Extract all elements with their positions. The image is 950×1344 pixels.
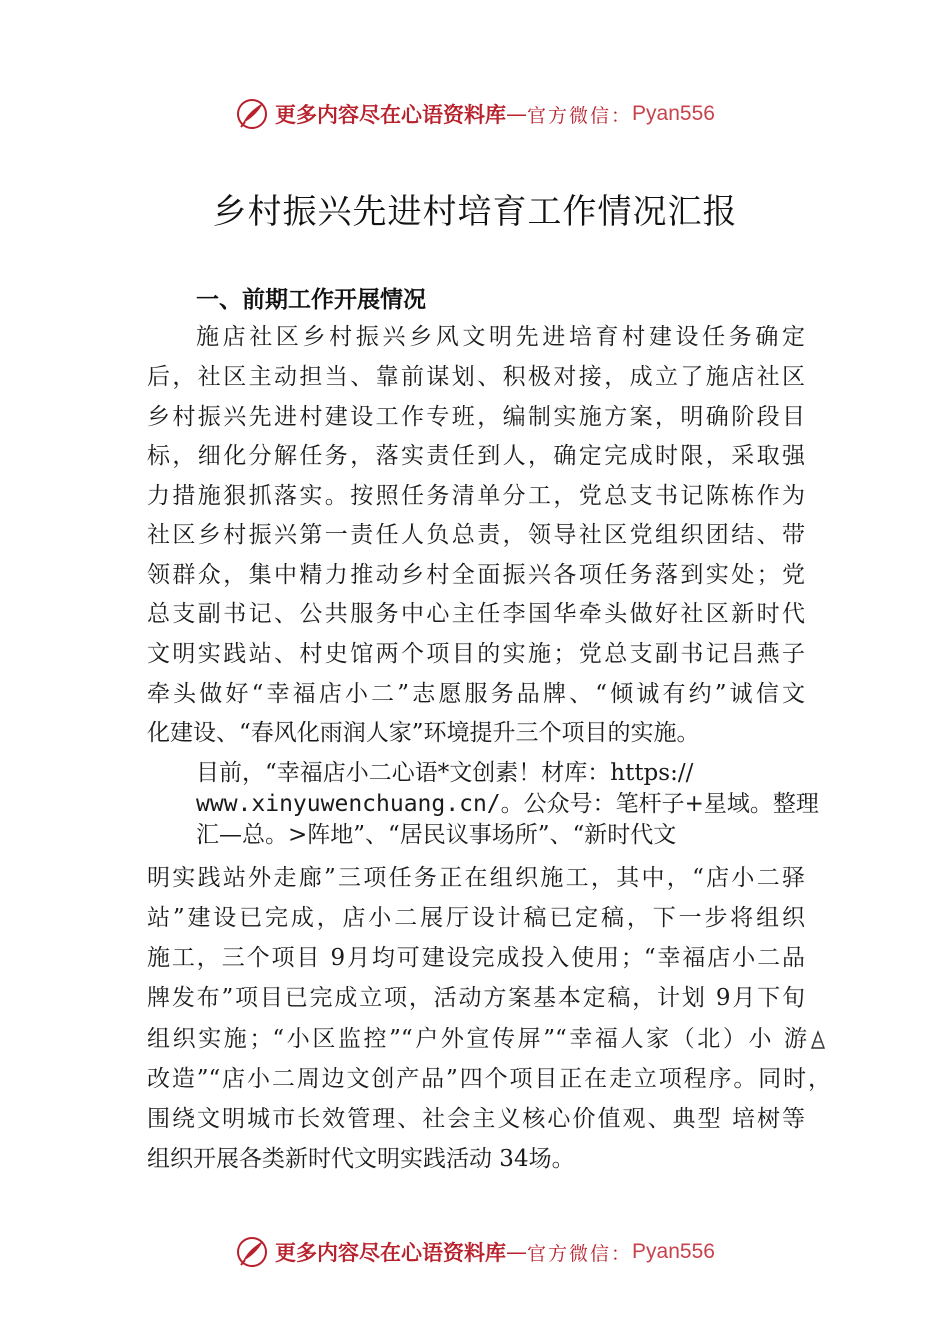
document-title: 乡村振兴先进村培育工作情况汇报	[212, 192, 738, 232]
banner-wechat-id: Pyan556	[632, 1240, 715, 1263]
footer-banner	[0, 1232, 950, 1272]
paragraph-line: 总支副书记、公共服务中心主任李国华牵头做好社区新时代	[147, 601, 805, 627]
paragraph-line: 牌发布”项目已完成立项，活动方案基本定稿，计划 9月下旬	[147, 985, 805, 1011]
paragraph-line: 目前，“幸福店小二心语*文创素！材库：https://	[196, 760, 694, 786]
paragraph-line: 站”建设已完成，店小二展厅设计稿已定稿，下一步将组织	[147, 905, 805, 931]
paragraph-line: 围绕文明城市长效管理、社会主义核心价值观、典型 培树等	[147, 1106, 805, 1132]
header-banner	[0, 94, 950, 134]
banner-wechat-label: 官方微信：	[527, 104, 633, 127]
banner-brand: 更多内容尽在心语资料库	[275, 1240, 507, 1265]
paragraph-line: 施店社区乡村振兴乡风文明先进培育村建设任务确定	[196, 324, 805, 350]
pen-mark-icon	[809, 1028, 827, 1050]
paragraph-line-with-icon	[147, 1024, 827, 1054]
paragraph-line: 明实践站外走廊”三项任务正在组织施工，其中，“店小二驿	[147, 865, 805, 891]
banner-separator: —	[506, 1240, 528, 1264]
paragraph-line-url	[196, 789, 819, 819]
banner-wechat-id: Pyan556	[632, 102, 715, 125]
paragraph-line: 组织开展各类新时代文明实践活动 34场。	[147, 1146, 575, 1172]
paragraph-line: 文明实践站、村史馆两个项目的实施；党总支副书记吕燕子	[147, 641, 805, 667]
paragraph-line: 领群众，集中精力推动乡村全面振兴各项任务落到实处；党	[147, 562, 805, 588]
feather-pen-logo-icon	[235, 97, 269, 131]
paragraph-line: 化建设、“春风化雨润人家”环境提升三个项目的实施。	[147, 720, 700, 746]
banner-wechat-label: 官方微信：	[527, 1242, 633, 1265]
paragraph-line: 力措施狠抓落实。按照任务清单分工，党总支书记陈栋作为	[147, 483, 805, 509]
paragraph-line: 后，社区主动担当、靠前谋划、积极对接，成立了施店社区	[147, 364, 805, 390]
paragraph-line: 汇—总。>阵地”、“居民议事场所”、“新时代文	[196, 822, 677, 848]
paragraph-line-text: 。公众号：笔杆子+星域。整理	[500, 791, 819, 817]
paragraph-line: 标，细化分解任务，落实责任到人，确定完成时限，采取强	[147, 443, 805, 469]
feather-pen-logo-icon	[235, 1235, 269, 1269]
url-text: www.xinyuwenchuang.cn/	[196, 791, 501, 817]
paragraph-line-text: 组织实施；“小区监控”“户外宣传屏”“幸福人家（北）小 游	[147, 1026, 807, 1052]
paragraph-line: 乡村振兴先进村建设工作专班，编制实施方案，明确阶段目	[147, 404, 805, 430]
paragraph-line: 改造”“店小二周边文创产品”四个项目正在走立项程序。同时，	[147, 1066, 831, 1092]
section-heading: 一、前期工作开展情况	[196, 287, 426, 313]
paragraph-line: 牵头做好“幸福店小二”志愿服务品牌、“倾诚有约”诚信文	[147, 681, 805, 707]
paragraph-line: 社区乡村振兴第一责任人负总责，领导社区党组织团结、带	[147, 522, 805, 548]
paragraph-line: 施工，三个项目 9月均可建设完成投入使用；“幸福店小二品	[147, 945, 805, 971]
banner-brand: 更多内容尽在心语资料库	[275, 102, 507, 127]
banner-separator: —	[506, 102, 528, 126]
